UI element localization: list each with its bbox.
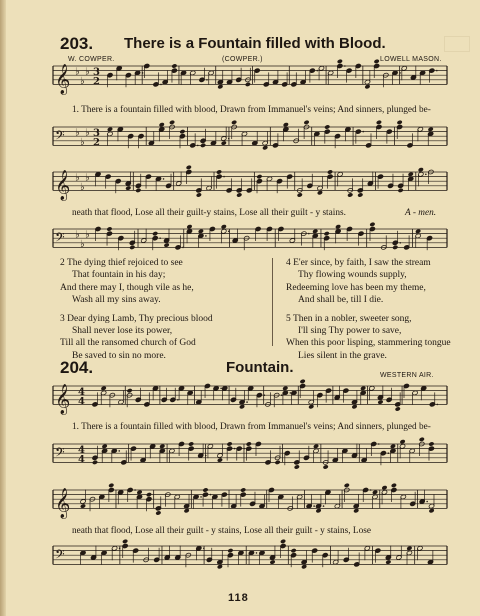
verse-line: Lies silent in the grave.	[298, 350, 387, 361]
svg-text:♭: ♭	[85, 66, 90, 78]
hymn-204-lyrics-line-2: neath that flood, Lose all their guilt - y stains, Lose all their guilt - y stains, Lose	[72, 526, 371, 536]
svg-text:𝄢: 𝄢	[55, 127, 65, 146]
svg-text:♭: ♭	[85, 229, 90, 241]
svg-text:♭: ♭	[75, 229, 80, 241]
verse-line: Thy flowing wounds supply,	[298, 270, 407, 281]
hymn-204-music-credit: WESTERN AIR.	[380, 372, 434, 379]
svg-text:♭: ♭	[75, 172, 80, 184]
svg-text:♭: ♭	[80, 136, 85, 148]
svg-text:𝄢: 𝄢	[55, 546, 65, 565]
svg-text:𝄞: 𝄞	[55, 64, 71, 95]
svg-text:𝄢: 𝄢	[55, 229, 65, 248]
svg-text:4: 4	[78, 454, 85, 466]
svg-text:♭: ♭	[80, 75, 85, 87]
verse-line: That fountain in his day;	[72, 270, 166, 281]
hymn-204-lyrics-line-1: 1. There is a fountain filled with blood, Drawn from Immanuel's veins; And sinners, plunged be-	[72, 422, 431, 432]
verse-line: Wash all my sins away.	[72, 295, 161, 306]
verse-line: I'll sing Thy power to save,	[298, 326, 402, 337]
svg-text:4: 4	[78, 387, 85, 399]
verse-line: 3 Dear dying Lamb, Thy precious blood	[60, 313, 213, 324]
hymn-203-words-credit: W. COWPER.	[68, 56, 115, 63]
svg-text:♭: ♭	[80, 181, 85, 193]
svg-text:♭: ♭	[80, 238, 85, 250]
hymn-204-number: 204.	[60, 358, 94, 377]
svg-text:2: 2	[93, 76, 100, 88]
verse-line: 5 Then in a nobler, sweeter song,	[286, 313, 412, 324]
svg-text:4: 4	[78, 445, 85, 457]
verse-line: Redeeming love has been my theme,	[286, 282, 426, 293]
svg-text:2: 2	[93, 137, 100, 149]
hymn-203-music-credit: LOWELL MASON.	[380, 56, 442, 63]
svg-text:𝄢: 𝄢	[55, 444, 65, 463]
svg-text:4: 4	[78, 396, 85, 408]
verse-line: And shall be, till I die.	[298, 295, 384, 306]
hymn-203-lyrics-line-2: neath that flood, Lose all their guilt-y stains, Lose all their guilt - y stains.	[72, 208, 346, 218]
svg-text:♭: ♭	[85, 172, 90, 184]
svg-text:♭: ♭	[85, 127, 90, 139]
verse-line: Shall never lose its power,	[72, 326, 173, 337]
svg-text:3: 3	[93, 67, 100, 79]
svg-text:3: 3	[93, 128, 100, 140]
hymn-203-number: 203.	[60, 34, 94, 53]
hymn-203-lyrics-line-1: 1. There is a fountain filled with blood, Drawn from Immanuel's veins; And sinners, plunged be-	[72, 105, 431, 115]
verse-line: And there may I, though vile as he,	[60, 282, 194, 293]
svg-text:𝄞: 𝄞	[55, 384, 71, 415]
verse-line: When this poor lisping, stammering tongue	[286, 338, 451, 349]
svg-text:♭: ♭	[75, 66, 80, 78]
page-number: 118	[228, 592, 249, 604]
verse-line: 4 E'er since, by faith, I saw the stream	[286, 258, 431, 268]
svg-text:𝄞: 𝄞	[55, 170, 71, 201]
hymn-203-amen: A - men.	[405, 208, 437, 218]
svg-text:♭: ♭	[75, 127, 80, 139]
hymn-204-title: Fountain.	[226, 359, 294, 376]
verse-line: Be saved to sin no more.	[72, 350, 166, 361]
verse-line: 2 The dying thief rejoiced to see	[60, 258, 183, 268]
hymn-203-source: (COWPER.)	[222, 56, 263, 63]
svg-text:𝄞: 𝄞	[55, 488, 71, 519]
hymn-203-title: There is a Fountain filled with Blood.	[124, 35, 386, 52]
verse-line: Till all the ransomed church of God	[60, 338, 196, 349]
